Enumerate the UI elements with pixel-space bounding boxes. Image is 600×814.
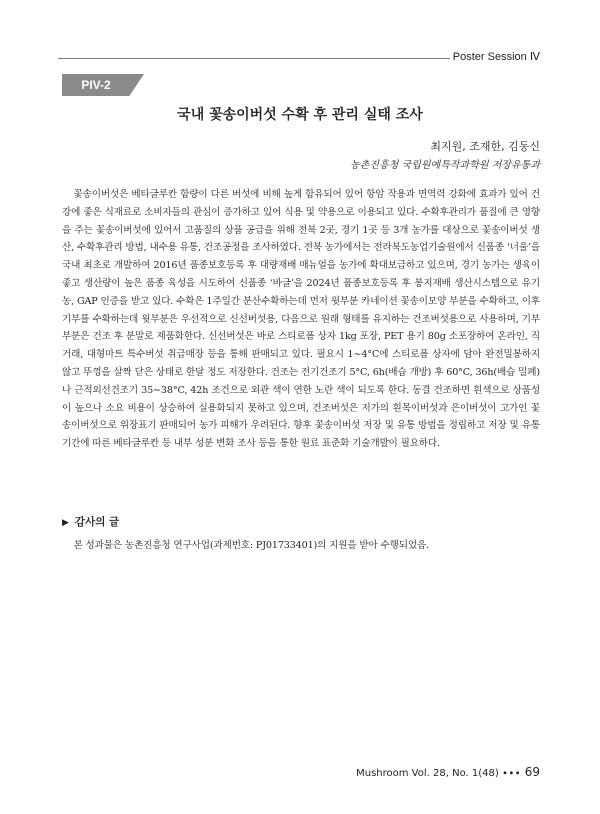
article-title: 국내 꽃송이버섯 수확 후 관리 실태 조사 — [177, 107, 423, 123]
article-authors: 최지원, 조재한, 김동신 — [430, 140, 540, 153]
poster-tag — [62, 74, 144, 96]
journal-citation: Mushroom Vol. 28, No. 1(48) ∙∙∙ — [356, 768, 521, 779]
article-affiliation: 농촌진흥청 국립원예특작과학원 저장유통과 — [350, 160, 540, 171]
body-paragraph: 꽃송이버섯은 베타글루칸 함량이 다른 버섯에 비해 높게 함유되어 있어 항암 작용과 면역력 강화에 효과가 있어 건강에 좋은 식재료로 소비자들의 관심이 증가하고 있어 식용 및 약용으로 이용되고 있다. 수확후관리가 품질에 큰 영향을 주는 꽃송이버섯에 있어서 고품질의 상품 공급을 위해 전북 2곳, 경기 1곳 등 3개 농가를 대상으로 꽃송이버섯 생산, 수확후관리 방법, 내수용 유통, 건조공정을 조사하였다. 전북 농가에서는 전라북도농업기술원에서 신품종 ‘너울’을 국내 최초로 개발하여 2016년 품종보호등록 후 대량재배 매뉴얼을 농가에 확대보급하고 있으며, 경기 농가는 생육이 좋고 생산량이 높은 품종 육성을 시도하여 신품종 ‘바글’을 2024년 품종보호등록 후 봉지재배 생산시스템으로 유기농, GAP 인증을 받고 있다. 수확은 1주일간 분산수확하는데 먼저 윗부분 카네이션 꽃송이모양 부분을 수확하고, 이후 기부를 수확하는데 윗부분은 우선적으로 신선버섯용, 다음으로 원래 형태를 유지하는 건조버섯용으로 사용하며, 기부 부분은 건조 후 분말로 제품화한다. 신선버섯은 바로 스티로폼 상자 1kg 포장, PET 용기 80g 소포장하여 온라인, 직거래, 대형마트 특수버섯 취급매장 등을 통해 판매되고 있다. 필요시 1∼4°C에 스티로폼 상자에 담아 완전밀봉하지 않고 뚜껑을 살짝 닫은 상태로 한달 정도 저장한다. 건조는 전기건조기 5°C, 6h(배습 개방) 후 60°C, 36h(배습 밀폐)나 근적외선건조기 35∼38°C, 42h 조건으로 외관 색이 연한 노란 색이 되도록 한다. 동결 건조하면 흰색으로 상품성이 높으나 소요 비용이 상승하여 실용화되지 못하고 있으며, 건조버섯은 저가의 흰목이버섯과 은이버섯이 고가인 꽃송이버섯으로 위장표기 판매되어 농가 피해가 우려된다. 향후 꽃송이버섯 저장 및 유통 방법을 정립하고 저장 및 유통기간에 따른 베타글루칸 등 내부 성분 변화 조사 등을 통한 원료 표준화 기술개발이 필요하다. — [62, 189, 540, 450]
session-label: Poster Session Ⅳ — [452, 51, 540, 63]
header-rule — [58, 58, 450, 59]
acknowledgement-heading-text: 감사의 글 — [74, 516, 120, 528]
poster-tag-label: PIV-2 — [81, 78, 111, 92]
acknowledgement-heading — [62, 514, 119, 529]
page-number: 69 — [524, 765, 540, 779]
acknowledgement-text: 본 성과물은 농촌진흥청 연구사업(과제번호: PJ01733401)의 지원을 받아 수행되었음. — [73, 540, 430, 551]
page-footer — [356, 765, 540, 779]
article-body — [62, 186, 540, 453]
triangle-bullet-icon: ▶ — [62, 518, 69, 528]
